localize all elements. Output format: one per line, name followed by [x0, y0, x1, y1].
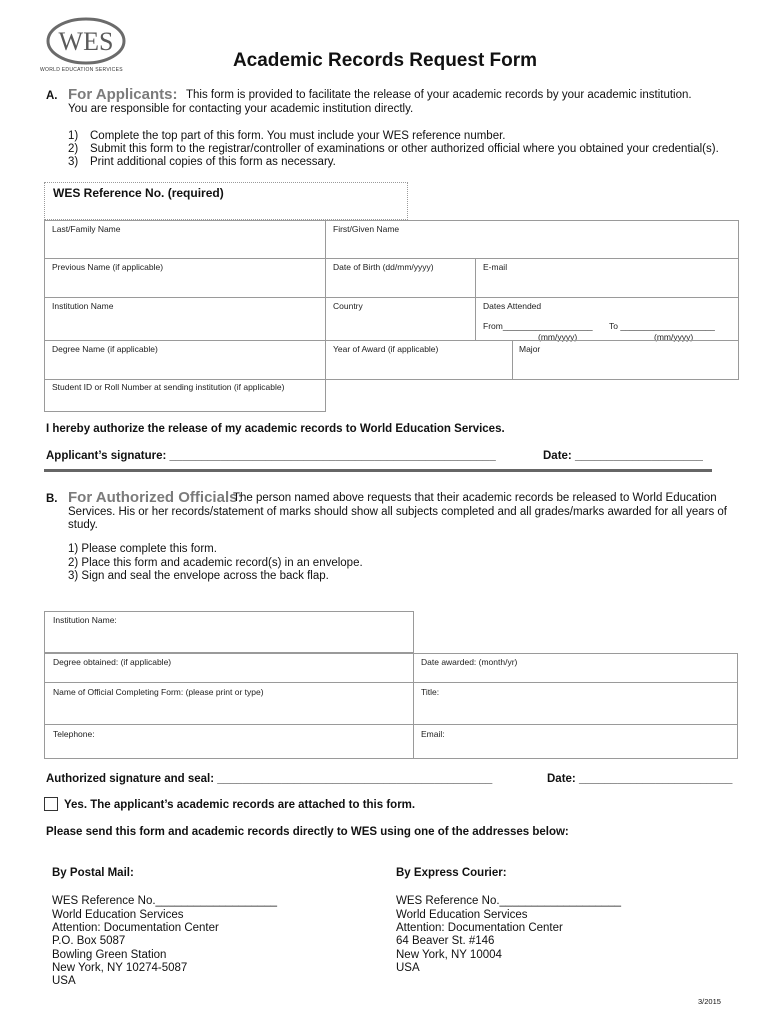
dob-field[interactable] [325, 258, 476, 298]
applicant-signature-line[interactable]: Applicant’s signature: ___________________________________________________ [46, 450, 496, 462]
courier-address-line: New York, NY 10004 [396, 949, 502, 961]
official-step: 1) Please complete this form. [68, 543, 217, 555]
to-format-hint: (mm/yyyy) [654, 332, 694, 342]
postal-address-line: World Education Services [52, 909, 184, 921]
telephone-label: Telephone: [53, 729, 95, 739]
step-text: Submit this form to the registrar/controller of examinations or other authorized official where you obtained your credential(s). [90, 143, 719, 155]
date-awarded-field[interactable] [413, 653, 738, 683]
official-title-label: Title: [421, 687, 440, 697]
from-date-input[interactable]: From___________________ [483, 321, 593, 331]
wes-reference-label: WES Reference No. (required) [53, 186, 224, 200]
official-email-label: Email: [421, 729, 445, 739]
section-a-intro-1: This form is provided to facilitate the release of your academic records by your academic institution. [186, 89, 692, 101]
official-step: 2) Place this form and academic record(s) in an envelope. [68, 557, 363, 569]
section-divider [44, 469, 712, 472]
logo-text: WES [58, 27, 114, 56]
dates-attended-label: Dates Attended [483, 301, 542, 311]
dates-attended-field[interactable] [475, 297, 739, 341]
courier-address-line: USA [396, 962, 420, 974]
previous-name-label: Previous Name (if applicable) [52, 262, 164, 272]
dob-label: Date of Birth (dd/mm/yyyy) [333, 262, 434, 272]
page-title: Academic Records Request Form [232, 50, 538, 71]
postal-address-line: New York, NY 10274-5087 [52, 962, 188, 974]
date-awarded-label: Date awarded: (month/yr) [421, 657, 518, 667]
authorized-signature-line[interactable]: Authorized signature and seal: ___________________________________________ [46, 773, 493, 785]
postal-address-line: USA [52, 975, 76, 987]
year-award-field[interactable] [325, 340, 513, 380]
degree-obtained-field[interactable] [44, 653, 414, 683]
postal-heading: By Postal Mail: [52, 867, 134, 879]
postal-address-line: P.O. Box 5087 [52, 935, 126, 947]
previous-name-field[interactable] [44, 258, 326, 298]
degree-field[interactable] [44, 340, 326, 380]
postal-address-line: WES Reference No.___________________ [52, 895, 278, 907]
authorize-statement: I hereby authorize the release of my academic records to World Education Services. [46, 423, 505, 435]
student-id-label: Student ID or Roll Number at sending institution (if applicable) [52, 382, 285, 392]
courier-address-line: World Education Services [396, 909, 528, 921]
country-field[interactable] [325, 297, 476, 341]
official-institution-field[interactable] [44, 611, 414, 653]
postal-address-line: Bowling Green Station [52, 949, 167, 961]
section-b-intro-1: The person named above requests that their academic records be released to World Education [233, 492, 717, 504]
email-field[interactable] [475, 258, 739, 298]
first-name-field[interactable] [325, 220, 739, 259]
from-format-hint: (mm/yyyy) [538, 332, 578, 342]
section-b-letter: B. [46, 493, 58, 505]
last-name-field[interactable] [44, 220, 326, 259]
courier-address-line: WES Reference No.___________________ [396, 895, 622, 907]
country-label: Country [333, 301, 363, 311]
official-institution-label: Institution Name: [53, 615, 117, 625]
official-title-field[interactable] [413, 682, 738, 725]
step-num: 1) [68, 130, 79, 142]
official-email-field[interactable] [413, 724, 738, 759]
records-attached-checkbox[interactable] [44, 797, 58, 811]
email-label: E-mail [483, 262, 508, 272]
step-text: Complete the top part of this form. You must include your WES reference number. [90, 130, 506, 142]
courier-address-line: Attention: Documentation Center [396, 922, 563, 934]
telephone-field[interactable] [44, 724, 414, 759]
section-a-intro-2: You are responsible for contacting your academic institution directly. [68, 103, 414, 115]
records-attached-label: Yes. The applicant’s academic records are attached to this form. [64, 799, 416, 811]
degree-obtained-label: Degree obtained: (if applicable) [53, 657, 172, 667]
official-name-field[interactable] [44, 682, 414, 725]
step-num: 3) [68, 156, 79, 168]
send-instruction: Please send this form and academic records directly to WES using one of the addresses below: [46, 826, 569, 838]
step-text: Print additional copies of this form as necessary. [90, 156, 336, 168]
year-award-label: Year of Award (if applicable) [333, 344, 439, 354]
student-id-field[interactable] [44, 379, 326, 412]
section-b-heading: For Authorized Officials: [68, 489, 243, 506]
step-num: 2) [68, 143, 79, 155]
courier-heading: By Express Courier: [396, 867, 507, 879]
courier-address-line: 64 Beaver St. #146 [396, 935, 495, 947]
section-a-letter: A. [46, 90, 58, 102]
authorized-date-line[interactable]: Date: ________________________ [547, 773, 733, 785]
major-field[interactable] [512, 340, 739, 380]
first-name-label: First/Given Name [333, 224, 400, 234]
major-label: Major [519, 344, 541, 354]
official-name-label: Name of Official Completing Form: (please print or type) [53, 687, 264, 697]
last-name-label: Last/Family Name [52, 224, 121, 234]
form-version: 3/2015 [698, 997, 721, 1006]
section-a-heading: For Applicants: [68, 86, 178, 103]
to-date-input[interactable]: To ____________________ [609, 321, 715, 331]
section-b-intro-2: Services. His or her records/statement of marks should show all subjects completed and all grades/marks awarded for all years of [68, 506, 727, 518]
institution-field[interactable] [44, 297, 326, 341]
logo-subtitle: WORLD EDUCATION SERVICES [40, 67, 123, 73]
degree-label: Degree Name (if applicable) [52, 344, 158, 354]
section-b-intro-3: study. [68, 519, 98, 531]
postal-address-line: Attention: Documentation Center [52, 922, 219, 934]
applicant-date-line[interactable]: Date: ____________________ [543, 450, 703, 462]
wes-reference-field[interactable] [44, 182, 408, 220]
official-step: 3) Sign and seal the envelope across the back flap. [68, 570, 329, 582]
institution-label: Institution Name [52, 301, 114, 311]
